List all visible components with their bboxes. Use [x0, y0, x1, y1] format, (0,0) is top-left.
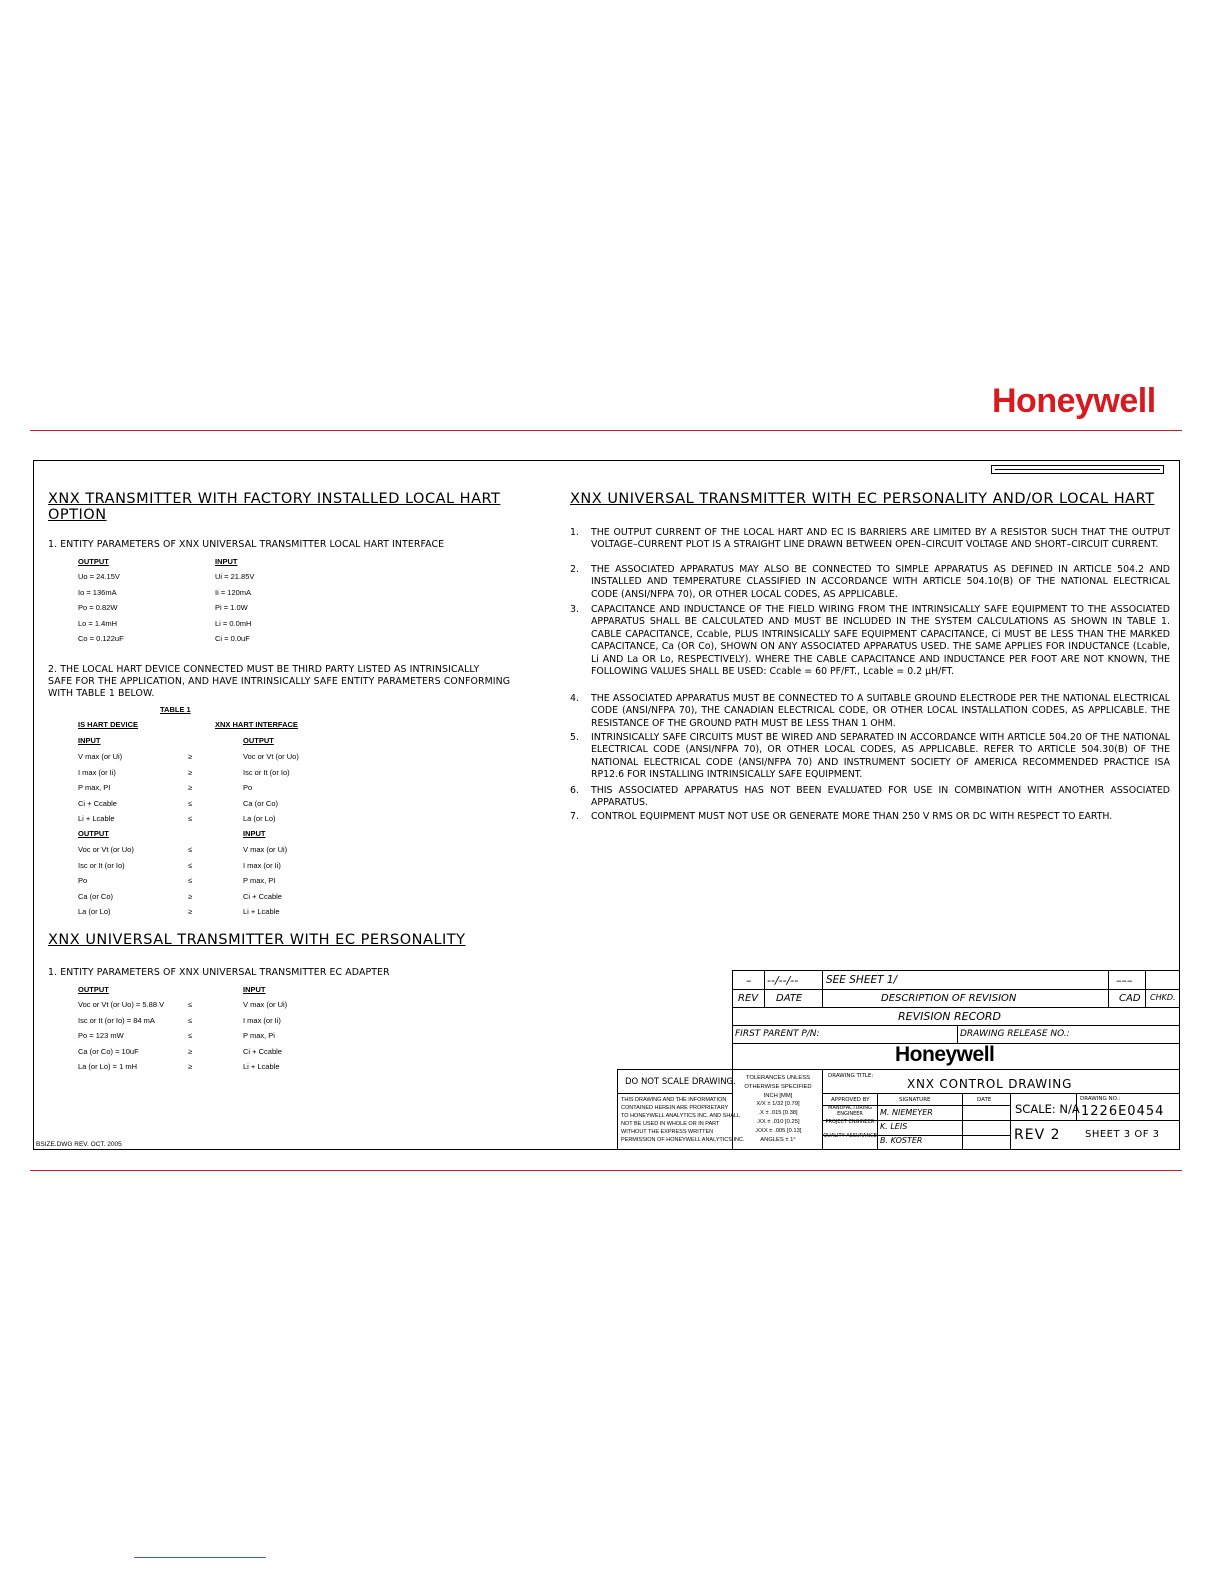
table-cell-operator: ≤ [188, 860, 193, 870]
table-cell-operator: ≤ [188, 1031, 193, 1040]
tolerance-line: .XXX ± .005 [0.13] [754, 1127, 802, 1134]
table-cell-right: V max (or Ui) [243, 1000, 288, 1009]
grid-line [617, 1069, 732, 1070]
hart-output-value: Io = 136mA [78, 587, 117, 597]
ec-item1: 1. ENTITY PARAMETERS OF XNX UNIVERSAL TRANSMITTER EC ADAPTER [48, 967, 390, 978]
rev-row-cad: ––– [1116, 974, 1133, 987]
note-text: INTRINSICALLY SAFE CIRCUITS MUST BE WIRED AND SEPARATED IN ACCORDANCE WITH ARTICLE 504.20 OF THE NATIONAL ELECTRICAL CODE (ANSI/NFPA 70), OR OTHER LOCAL CODES, AS APPLICABLE. REFER TO ARTICLE 504.30(B) OF THE NATIONAL ELECTRICAL CODE (ANSI/NFPA 70) AND INSTRUMENT SOCIETY OF AMERICA RECOMMENDED PRACTICE ISA RP12.6 FOR INSTALLING INTRINSICALLY SAFE EQUIPMENT. [591, 732, 1170, 781]
table-cell-left: Po = 123 mW [78, 1031, 124, 1040]
table-cell-operator: ≥ [188, 891, 193, 901]
grid-line [732, 1069, 1180, 1070]
role-title: PROJECT ENGINEER [825, 1119, 875, 1125]
hart-title-line1: XNX TRANSMITTER WITH FACTORY INSTALLED LOCAL HART [48, 491, 501, 507]
grid-line [617, 1093, 732, 1094]
table-cell-operator: ≤ [188, 798, 193, 808]
tolerance-line: X/X ± 1/32 [0.79] [756, 1101, 800, 1108]
hart-input-header: INPUT [215, 557, 238, 566]
drawing-title-label: DRAWING TITLE: [828, 1073, 874, 1079]
note-text: THIS ASSOCIATED APPARATUS HAS NOT BEEN EVALUATED FOR USE IN COMBINATION WITH ANOTHER ASSOCIATED APPARATUS. [591, 785, 1170, 809]
table-cell-right: Voc or Vt (or Uo) [243, 752, 299, 761]
proprietary-line: THIS DRAWING AND THE INFORMATION [621, 1097, 727, 1103]
table-cell-operator: ≤ [188, 1015, 193, 1025]
table-cell-left: Ca (or Co) [78, 891, 114, 901]
hart-item1: 1. ENTITY PARAMETERS OF XNX UNIVERSAL TRANSMITTER LOCAL HART INTERFACE [48, 539, 445, 550]
grid-line [1010, 1093, 1011, 1150]
table-cell-left: Isc or It (or Io) = 84 mA [78, 1015, 155, 1025]
date-header: DATE [977, 1097, 992, 1103]
table-cell-operator: ≥ [188, 1062, 193, 1071]
table-cell-left: La (or Lo) = 1 mH [78, 1062, 137, 1071]
table-cell-right: I max (or Ii) [243, 860, 281, 870]
ec-title: XNX UNIVERSAL TRANSMITTER WITH EC PERSONALITY [48, 932, 466, 948]
grid-line [764, 970, 765, 1007]
tolerance-line: .X ± .015 [0.38] [758, 1110, 798, 1117]
proprietary-line: TO HONEYWELL ANALYTICS INC. AND SHALL [621, 1113, 741, 1119]
first-parent: FIRST PARENT P/N: [735, 1029, 820, 1039]
role-name: K. LEIS [880, 1122, 908, 1131]
table-cell-right: Ca (or Co) [243, 798, 279, 808]
note-number: 6. [570, 785, 579, 796]
note-item [570, 811, 1170, 823]
table-cell-left: Voc or Vt (or Uo) [78, 845, 134, 854]
role-title: QUALITY ASSURANCE [823, 1133, 877, 1139]
table1-group1-right: OUTPUT [243, 736, 274, 745]
grid-line [822, 970, 823, 1007]
rev-row-desc: SEE SHEET 1/ [826, 974, 898, 986]
table-cell-left: Ca (or Co) = 10uF [78, 1046, 139, 1056]
grid-line [962, 1093, 963, 1150]
table-cell-right: I max (or Ii) [243, 1015, 281, 1025]
grid-line [957, 1025, 958, 1043]
note-text: THE ASSOCIATED APPARATUS MUST BE CONNECTED TO A SUITABLE GROUND ELECTRODE PER THE NATIONAL ELECTRICAL CODE (ANSI/NFPA 70), THE CANADIAN ELECTRICAL CODE, OR OTHER LOCAL INSTALLATION CODES, AS APPLICABLE. THE RESISTANCE OF THE GROUND PATH MUST BE LESS THAN 1 OHM. [591, 693, 1170, 729]
table-cell-operator: ≤ [188, 1000, 193, 1009]
file-reference: BSIZE.DWG REV. OCT. 2005 [36, 1141, 122, 1148]
table-cell-left: I max (or Ii) [78, 767, 116, 777]
table1-title: TABLE 1 [160, 705, 191, 714]
rev-row-rev: – [746, 974, 752, 987]
table-cell-operator: ≥ [188, 767, 193, 777]
hart-input-value: Ci = 0.0uF [215, 634, 250, 643]
note-number: 7. [570, 811, 579, 822]
table-cell-right: Ci + Ccable [243, 891, 282, 901]
role-title: MANUFACTURING ENGINEER [828, 1105, 872, 1117]
revision-record: REVISION RECORD [898, 1010, 1002, 1023]
tolerance-line: OTHERWISE SPECIFIED [744, 1083, 812, 1090]
grid-line [1108, 970, 1109, 1007]
tolerance-line: .XX ± .010 [0.25] [756, 1119, 800, 1125]
role-name: B. KOSTER [880, 1136, 923, 1145]
table-cell-operator: ≥ [188, 752, 193, 761]
drawing-no-label: DRAWING NO.: [1080, 1096, 1121, 1102]
role-name: M. NIEMEYER [880, 1108, 933, 1117]
title-block-logo: Honeywell [895, 1043, 995, 1066]
note-item [570, 785, 1170, 810]
table-cell-left: Ci + Ccable [78, 798, 117, 808]
table-cell-right: La (or Lo) [243, 814, 276, 823]
table-cell-left: Po [78, 876, 88, 885]
table1-col-left: IS HART DEVICE [78, 720, 139, 729]
table-cell-right: Ci + Ccable [243, 1046, 282, 1056]
hdr-cad: CAD [1119, 993, 1141, 1004]
note-text: CAPACITANCE AND INDUCTANCE OF THE FIELD WIRING FROM THE INTRINSICALLY SAFE EQUIPMENT TO THE ASSOCIATED APPARATUS SHALL BE CALCULATED AND MUST BE INCLUDED IN THE SYSTEM CALCULATIONS AS SHOWN IN TABLE 1. CABLE CAPACITANCE, Ccable, PLUS INTRINSICALLY SAFE EQUIPMENT CAPACITANCE, Ci MUST BE LESS THAN THE MARKED CAPACITANCE, Ca (OR Co), SHOWN ON ANY ASSOCIATED APPARATUS USED. THE SAME APPLIES FOR INDUCTANCE (Lcable, Li AND La OR Lo, RESPECTIVELY). WHERE THE CABLE CAPACITANCE AND INDUCTANCE PER FOOT ARE NOT KNOWN, THE FOLLOWING VALUES SHALL BE USED: Ccable = 60 PF/FT., Lcable = 0.2 μH/FT. [591, 604, 1170, 678]
drawing-title: XNX CONTROL DRAWING [907, 1077, 1073, 1091]
hart-output-value: Po = 0.82W [78, 603, 118, 612]
scale: SCALE: N/A [1015, 1102, 1080, 1116]
hdr-chkd: CHKD. [1150, 993, 1176, 1002]
note-item [570, 527, 1170, 552]
hdr-date: DATE [776, 993, 803, 1004]
table-cell-right: P max, PI [243, 876, 276, 885]
table-cell-left: La (or Lo) [78, 907, 111, 916]
hdr-desc: DESCRIPTION OF REVISION [881, 993, 1017, 1004]
note-number: 4. [570, 693, 579, 704]
grid-line [732, 970, 1180, 971]
table-cell-operator: ≥ [188, 1046, 193, 1056]
table1-group2-right: INPUT [243, 829, 266, 838]
ec-output-header: OUTPUT [78, 985, 109, 994]
rev-row-date: --/--/-- [767, 974, 799, 987]
hdr-rev: REV [738, 993, 759, 1004]
table1-group1-left: INPUT [78, 736, 101, 745]
hart-title-line2: OPTION [48, 507, 107, 523]
proprietary-line: PERMISSION OF HONEYWELL ANALYTICS INC. [621, 1137, 745, 1143]
grid-line [732, 1025, 1180, 1026]
table-cell-right: Po [243, 783, 253, 792]
drawing-no: 1226E0454 [1081, 1104, 1165, 1119]
table1-col-right: XNX HART INTERFACE [215, 720, 298, 729]
zone-box [991, 465, 1164, 474]
proprietary-line: CONTAINED HEREIN ARE PROPRIETARY [621, 1105, 729, 1111]
note-item [570, 693, 1170, 730]
table-cell-right: Li + Lcable [243, 907, 280, 916]
hart-output-value: Uo = 24.15V [78, 572, 120, 581]
hart-output-value: Lo = 1.4mH [78, 618, 117, 628]
table-cell-operator: ≥ [188, 907, 193, 916]
rev-number: REV 2 [1014, 1127, 1061, 1143]
hart-input-value: Pi = 1.0W [215, 603, 248, 612]
proprietary-line: NOT BE USED IN WHOLE OR IN PART [621, 1121, 720, 1127]
table-cell-right: Li + Lcable [243, 1062, 280, 1071]
hart-input-value: Ui = 21.85V [215, 572, 255, 581]
footer-rule [30, 1170, 1182, 1171]
honeywell-logo: Honeywell [992, 382, 1156, 420]
table-cell-left: P max, PI [78, 783, 111, 792]
drawing-release: DRAWING RELEASE NO.: [960, 1029, 1070, 1039]
table-cell-left: V max (or Ui) [78, 752, 123, 761]
table-cell-left: Isc or It (or Io) [78, 860, 125, 870]
table-cell-operator: ≥ [188, 783, 193, 792]
note-number: 3. [570, 604, 579, 615]
hart-output-value: Co = 0.122uF [78, 634, 124, 643]
hart-input-value: Ii = 120mA [215, 587, 252, 597]
table-cell-left: Voc or Vt (or Uo) = 5.88 V [78, 1000, 165, 1009]
hart-output-header: OUTPUT [78, 557, 109, 566]
approved-by: APPROVED BY [831, 1097, 870, 1103]
table-cell-left: Li + Lcable [78, 814, 115, 823]
signature-header: SIGNATURE [899, 1097, 931, 1103]
grid-line [732, 970, 733, 1150]
proprietary-line: WITHOUT THE EXPRESS WRITTEN [621, 1129, 714, 1135]
grid-line [822, 1093, 1180, 1094]
tolerance-line: INCH [MM] [763, 1092, 793, 1099]
do-not-scale: DO NOT SCALE DRAWING. [625, 1077, 736, 1087]
tolerance-line: ANGLES ± 1° [760, 1136, 796, 1143]
grid-line [732, 989, 1180, 990]
grid-line [1145, 970, 1146, 1007]
ec-input-header: INPUT [243, 985, 266, 994]
table-cell-operator: ≤ [188, 845, 193, 854]
grid-line [732, 1007, 1180, 1008]
grid-line [617, 1069, 618, 1150]
sheet-number: SHEET 3 OF 3 [1085, 1129, 1160, 1140]
footer-link-underline [134, 1557, 266, 1558]
hart-input-value: Li = 0.0mH [215, 618, 252, 628]
header-rule [30, 430, 1182, 431]
tolerance-line: TOLERANCES UNLESS [745, 1075, 810, 1081]
table-cell-right: V max (or Ui) [243, 845, 288, 854]
hart-item2-line3: WITH TABLE 1 BELOW. [48, 688, 155, 699]
hart-item2-line2: SAFE FOR THE APPLICATION, AND HAVE INTRINSICALLY SAFE ENTITY PARAMETERS CONFORMING [48, 676, 511, 687]
right-title: XNX UNIVERSAL TRANSMITTER WITH EC PERSONALITY AND/OR LOCAL HART [570, 491, 1155, 507]
hart-item2-line1: 2. THE LOCAL HART DEVICE CONNECTED MUST BE THIRD PARTY LISTED AS INTRINSICALLY [48, 664, 480, 675]
note-number: 1. [570, 527, 579, 538]
table-cell-operator: ≤ [188, 814, 193, 823]
note-text: CONTROL EQUIPMENT MUST NOT USE OR GENERATE MORE THAN 250 V RMS OR DC WITH RESPECT TO EARTH. [591, 811, 1113, 822]
note-number: 2. [570, 564, 579, 575]
table-cell-right: Isc or It (or Io) [243, 767, 290, 777]
table1-group2-left: OUTPUT [78, 829, 109, 838]
table-cell-right: P max, Pi [243, 1031, 275, 1040]
note-item [570, 604, 1170, 678]
note-text: THE OUTPUT CURRENT OF THE LOCAL HART AND EC IS BARRIERS ARE LIMITED BY A RESISTOR SUCH THAT THE OUTPUT VOLTAGE–CURRENT PLOT IS A STRAIGHT LINE DRAWN BETWEEN OPEN–CIRCUIT VOLTAGE AND SHORT–CIRCUIT CURRENT. [591, 527, 1170, 551]
note-item [570, 732, 1170, 782]
note-text: THE ASSOCIATED APPARATUS MAY ALSO BE CONNECTED TO SIMPLE APPARATUS AS DEFINED IN ARTICLE 504.2 AND INSTALLED AND TEMPERATURE CLASSIFIED IN ACCORDANCE WITH ARTICLE 504.10(B) OF THE NATIONAL ELECTRICAL CODE (ANSI/NFPA 70), OR OTHER LOCAL CODES, AS APPLICABLE. [591, 564, 1170, 600]
grid-line [877, 1093, 878, 1150]
note-item [570, 564, 1170, 601]
table-cell-operator: ≤ [188, 876, 193, 885]
note-number: 5. [570, 732, 579, 743]
